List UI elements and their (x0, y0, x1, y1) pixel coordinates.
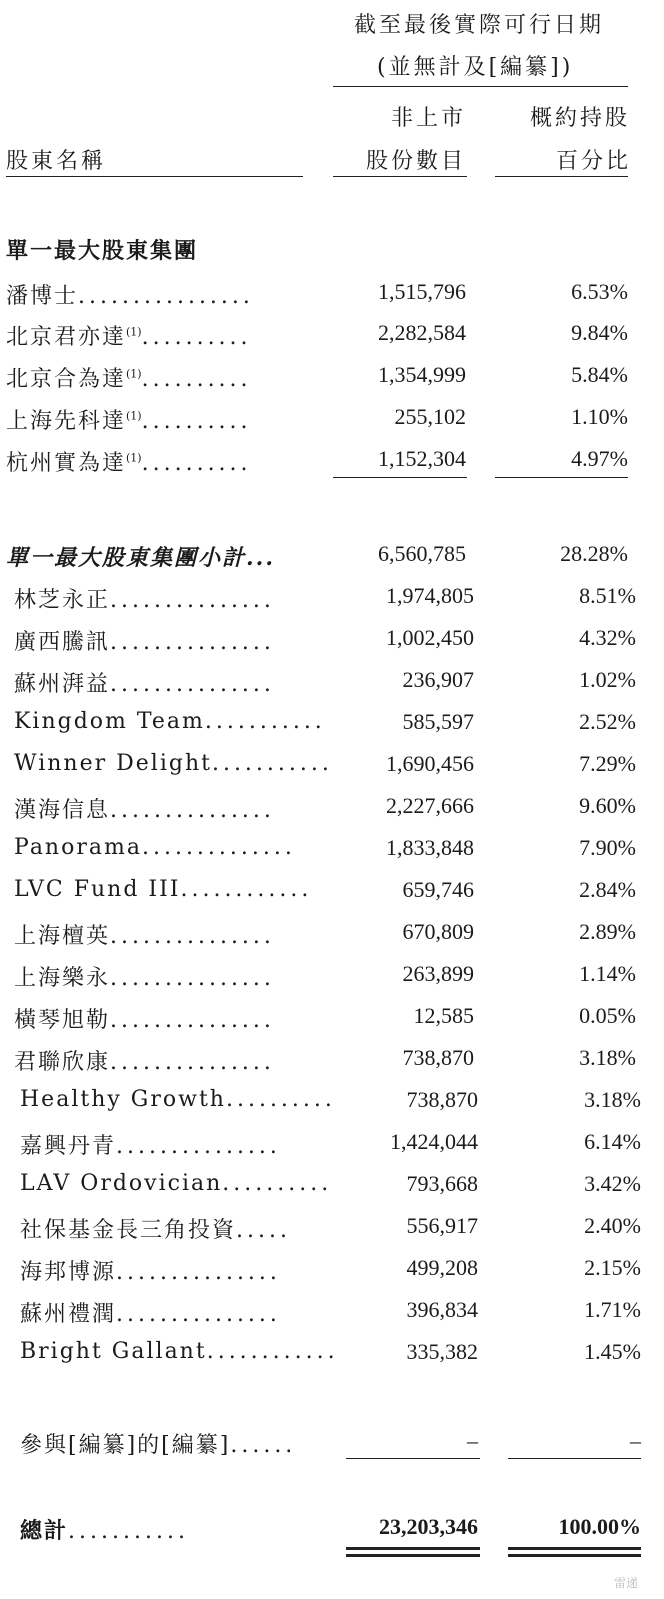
share-count: 236,907 (402, 667, 474, 692)
shareholder-name: LAV Ordovician (20, 1171, 223, 1196)
shareholding-pct: 7.90% (579, 835, 636, 860)
share-count: 1,354,999 (378, 362, 466, 387)
leader-dots: ............... (116, 1260, 281, 1285)
shareholder-name: 潘博士 (6, 284, 79, 309)
leader-dots: ............... (116, 1134, 281, 1159)
shareholder-name: 海邦博源 (20, 1260, 117, 1285)
leader-dots: ............... (110, 924, 275, 949)
shareholder-name: 北京君亦達 (6, 325, 127, 350)
shareholder-name: 杭州實為達 (6, 451, 127, 476)
shareholding-pct: 1.02% (579, 667, 636, 692)
shareholder-name: 林芝永正 (14, 588, 111, 613)
leader-dots: ............ (180, 877, 313, 902)
shareholder-name: 上海先科達 (6, 409, 127, 434)
leader-dots: ........... (68, 1519, 189, 1544)
shareholding-pct: 1.71% (584, 1297, 641, 1322)
leader-dots: .......... (141, 409, 252, 434)
shareholding-pct: 4.97% (571, 446, 628, 471)
shareholding-pct: 4.32% (579, 625, 636, 650)
column-header-shares-line2: 股份數目 (366, 149, 467, 174)
period-heading-line1: 截至最後實際可行日期 (354, 13, 605, 38)
shareholding-pct: 8.51% (579, 583, 636, 608)
share-count: 2,227,666 (386, 793, 474, 818)
shareholding-pct: 5.84% (571, 362, 628, 387)
total-double-rule-shares-bottom (346, 1554, 480, 1557)
share-count: 2,282,584 (378, 320, 466, 345)
period-underline (333, 86, 628, 87)
shareholding-pct: 3.18% (584, 1087, 641, 1112)
shareholder-name: 嘉興丹青 (20, 1134, 117, 1159)
participation-label: 參與[編纂]的[編纂] (20, 1433, 231, 1458)
shareholding-pct: 2.15% (584, 1255, 641, 1280)
shareholder-name: Winner Delight (14, 751, 212, 776)
shareholding-pct: 2.40% (584, 1213, 641, 1238)
period-heading-line2: (並無計及[編纂]) (377, 55, 574, 80)
share-count: 1,152,304 (378, 446, 466, 471)
shareholder-name: Kingdom Team (14, 709, 205, 734)
group-sum-rule-shares (333, 477, 467, 478)
column-header-name: 股東名稱 (6, 149, 107, 174)
total-label: 總計 (20, 1518, 69, 1544)
header-underline-pct (495, 176, 628, 177)
participation-shares: – (467, 1428, 478, 1453)
share-count: 335,382 (406, 1339, 478, 1364)
share-count: 255,102 (394, 404, 466, 429)
share-count: 585,597 (402, 709, 474, 734)
shareholder-name: Bright Gallant (20, 1339, 207, 1364)
shareholding-pct: 1.10% (571, 404, 628, 429)
shareholder-name: Panorama (14, 835, 142, 860)
leader-dots: ........... (211, 751, 333, 776)
share-count: 793,668 (406, 1171, 478, 1196)
group-title: 單一最大股東集團 (6, 238, 199, 264)
shareholder-name: 君聯欣康 (14, 1050, 111, 1075)
total-rule-shares (346, 1458, 480, 1459)
leader-dots: ............... (110, 588, 275, 613)
shareholder-name: 橫琴旭勒 (14, 1008, 111, 1033)
column-header-pct-line2: 百分比 (556, 149, 632, 174)
shareholder-name: 上海樂永 (14, 966, 111, 991)
shareholder-name: 上海檀英 (14, 924, 111, 949)
footnote-ref: (1) (126, 367, 142, 381)
shareholder-name: 廣西騰訊 (14, 630, 111, 655)
share-count: 1,690,456 (386, 751, 474, 776)
leader-dots: ............... (116, 1302, 281, 1327)
leader-dots: ............... (110, 630, 275, 655)
shareholding-pct: 6.53% (571, 279, 628, 304)
subtotal-label: 單一最大股東集團小計... (6, 545, 275, 571)
leader-dots: ..... (236, 1218, 291, 1243)
total-row (20, 1514, 189, 1545)
shareholding-pct: 2.84% (579, 877, 636, 902)
shareholding-pct: 2.52% (579, 709, 636, 734)
shareholder-name: Healthy Growth (20, 1087, 226, 1112)
watermark: 雷递 (614, 1576, 639, 1590)
share-count: 738,870 (402, 1045, 474, 1070)
footnote-ref: (1) (126, 325, 142, 339)
shareholding-pct: 3.42% (584, 1171, 641, 1196)
share-count: 499,208 (406, 1255, 478, 1280)
subtotal-pct: 28.28% (560, 541, 628, 566)
header-underline-shares (333, 176, 467, 177)
leader-dots: ............ (206, 1339, 339, 1364)
leader-dots: .......... (222, 1171, 333, 1196)
share-count: 1,833,848 (386, 835, 474, 860)
share-count: 556,917 (406, 1213, 478, 1238)
share-count: 1,974,805 (386, 583, 474, 608)
participation-pct: – (630, 1428, 641, 1453)
shareholding-pct: 3.18% (579, 1045, 636, 1070)
share-count: 396,834 (406, 1297, 478, 1322)
total-shares: 23,203,346 (379, 1514, 478, 1539)
total-double-rule-pct-bottom (508, 1554, 641, 1557)
shareholding-pct: 6.14% (584, 1129, 641, 1154)
total-rule-pct (508, 1458, 641, 1459)
share-count: 1,424,044 (390, 1129, 478, 1154)
column-header-pct-line1: 概約持股 (530, 106, 631, 131)
shareholder-name: 漢海信息 (14, 798, 111, 823)
shareholding-pct: 7.29% (579, 751, 636, 776)
total-pct: 100.00% (558, 1514, 641, 1539)
share-count: 738,870 (406, 1087, 478, 1112)
share-count: 659,746 (402, 877, 474, 902)
total-double-rule-pct-top (508, 1547, 641, 1550)
shareholder-name: LVC Fund III (14, 877, 181, 902)
share-count: 1,515,796 (378, 279, 466, 304)
shareholder-name: 蘇州禮潤 (20, 1302, 117, 1327)
leader-dots: .............. (141, 835, 296, 860)
shareholding-pct: 9.84% (571, 320, 628, 345)
leader-dots: ............... (110, 966, 275, 991)
leader-dots: .......... (141, 451, 252, 476)
header-underline-name (6, 176, 303, 177)
share-count: 263,899 (402, 961, 474, 986)
footnote-ref: (1) (126, 409, 142, 423)
shareholder-name: 蘇州湃益 (14, 672, 111, 697)
shareholding-pct: 9.60% (579, 793, 636, 818)
shareholder-name: 北京合為達 (6, 367, 127, 392)
column-header-shares-line1: 非上市 (391, 106, 467, 131)
leader-dots: ............... (110, 1050, 275, 1075)
footnote-ref: (1) (126, 451, 142, 465)
participation-row (20, 1428, 296, 1459)
leader-dots: ............... (110, 672, 275, 697)
subtotal-shares: 6,560,785 (378, 541, 466, 566)
leader-dots: .......... (141, 325, 252, 350)
leader-dots: ........... (204, 709, 326, 734)
shareholding-pct: 1.45% (584, 1339, 641, 1364)
leader-dots: ............... (110, 798, 275, 823)
leader-dots: ............... (110, 1008, 275, 1033)
share-count: 670,809 (402, 919, 474, 944)
leader-dots: .......... (225, 1087, 336, 1112)
group-sum-rule-pct (495, 477, 628, 478)
leader-dots: ................ (78, 284, 254, 309)
shareholding-pct: 0.05% (579, 1003, 636, 1028)
shareholder-name: 社保基金長三角投資 (20, 1218, 237, 1243)
total-double-rule-shares-top (346, 1547, 480, 1550)
leader-dots: .......... (141, 367, 252, 392)
share-count: 12,585 (413, 1003, 474, 1028)
leader-dots: ...... (230, 1433, 297, 1458)
share-count: 1,002,450 (386, 625, 474, 650)
shareholding-pct: 1.14% (579, 961, 636, 986)
shareholding-pct: 2.89% (579, 919, 636, 944)
